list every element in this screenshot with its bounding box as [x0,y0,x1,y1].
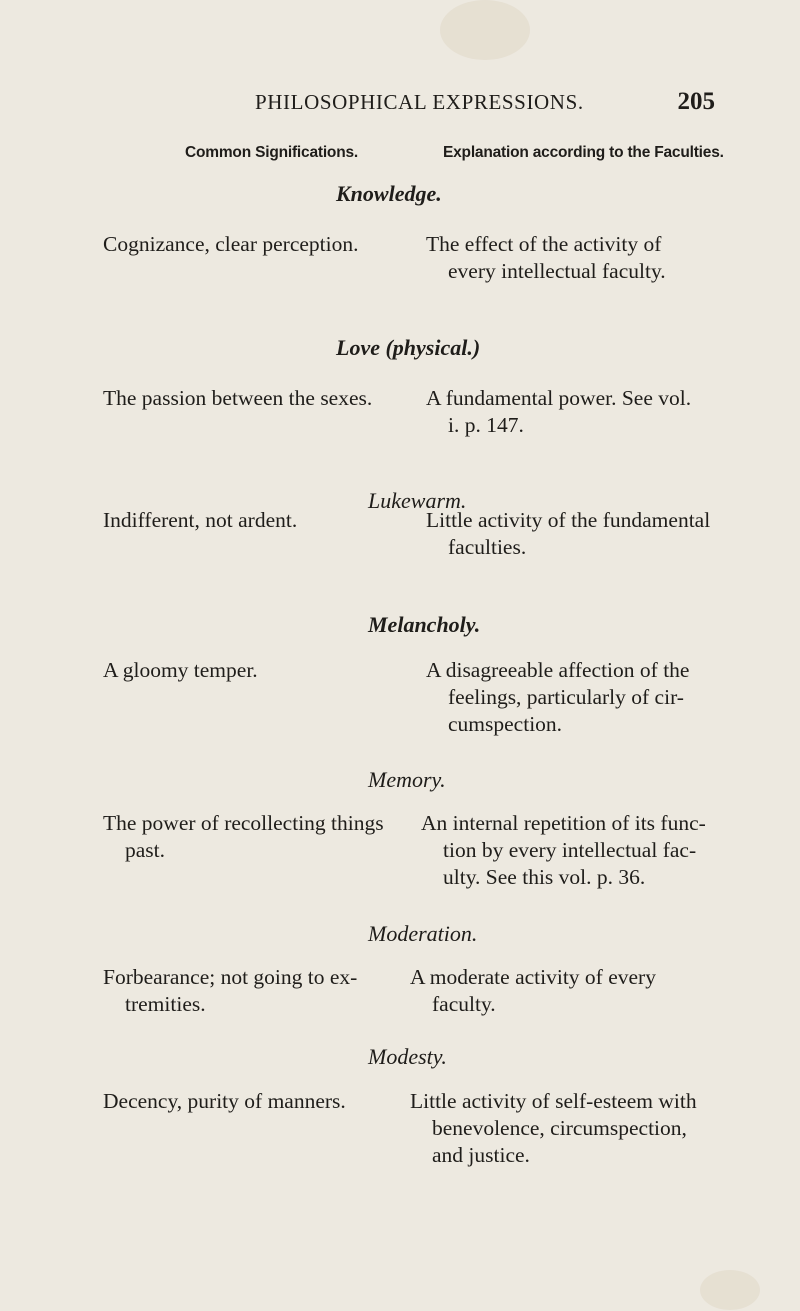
running-head [255,90,715,120]
explanation-line: and justice. [432,1143,530,1167]
entry-signification [103,385,372,412]
explanation-line: ulty. See this vol. p. 36. [443,865,646,889]
paper-stain [440,0,530,60]
explanation-line: A disagreeable affection of the [426,658,690,682]
explanation-line: i. p. 147. [448,413,524,437]
running-title: PHILOSOPHICAL EXPRESSIONS. [255,90,584,114]
entry-term: Memory. [368,767,446,792]
column-heading-explanation: Explanation according to the Faculties. [443,144,724,161]
signification-line: Forbearance; not going to ex- [103,965,358,989]
entry-explanation [426,231,666,285]
entry-term: Modesty. [368,1044,447,1069]
entry-explanation [426,385,691,439]
explanation-line: An internal repetition of its func- [421,811,706,835]
entry-signification [103,810,384,864]
explanation-line: benevolence, circumspection, [432,1116,687,1140]
signification-line: The passion between the sexes. [103,386,373,410]
signification-line: Indifferent, not ardent. [103,508,298,532]
page-number: 205 [677,88,715,115]
explanation-line: every intellectual faculty. [448,259,666,283]
entry-explanation [410,1088,697,1169]
entry-term: Melancholy. [368,612,481,637]
column-heading-significations: Common Significations. [185,144,358,161]
entry-term: Lukewarm. [368,488,467,513]
entry-term: Knowledge. [336,181,442,206]
entry-signification [103,231,358,258]
signification-line: Cognizance, clear perception. [103,232,359,256]
explanation-line: feelings, particularly of cir- [448,685,684,709]
signification-line: The power of recollecting things [103,811,384,835]
entry-signification [103,657,258,684]
explanation-line: The effect of the activity of [426,232,662,256]
explanation-line: A moderate activity of every [410,965,656,989]
entry-signification [103,507,297,534]
entry-term: Moderation. [368,921,478,946]
entry-signification [103,1088,346,1115]
entry-explanation [421,810,706,891]
signification-line: A gloomy temper. [103,658,258,682]
explanation-line: Little activity of self-esteem with [410,1089,697,1113]
entry-explanation [426,507,710,561]
entry-signification [103,964,357,1018]
signification-line: past. [125,838,166,862]
explanation-line: A fundamental power. See vol. [426,386,692,410]
explanation-line: tion by every intellectual fac- [443,838,697,862]
explanation-line: Little activity of the fundamental [426,508,711,532]
explanation-line: faculty. [432,992,496,1016]
signification-line: tremities. [125,992,206,1016]
entry-explanation [426,657,689,738]
entry-term: Love (physical.) [336,335,481,360]
entry-explanation [410,964,656,1018]
explanation-line: cumspection. [448,712,563,736]
paper-stain [700,1270,760,1310]
signification-line: Decency, purity of manners. [103,1089,346,1113]
explanation-line: faculties. [448,535,527,559]
